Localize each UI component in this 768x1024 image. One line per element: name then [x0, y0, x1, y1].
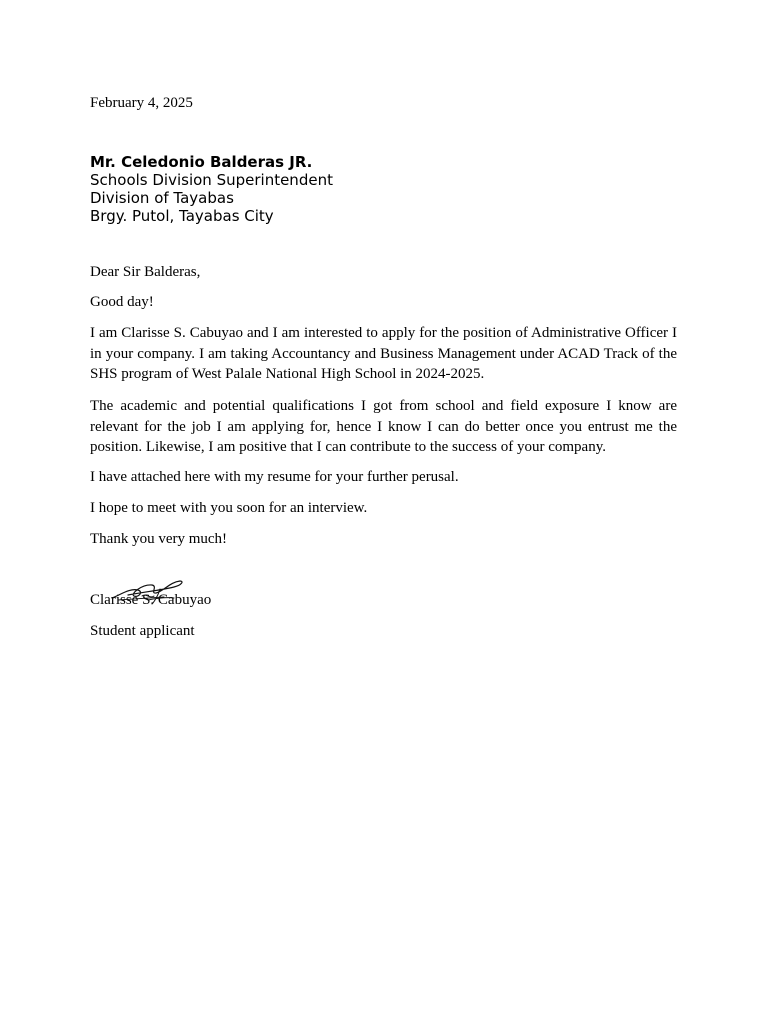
letter-date: February 4, 2025 [90, 95, 193, 111]
signer-name: Clarisse S. Cabuyao [90, 592, 212, 608]
salutation: Dear Sir Balderas, [90, 264, 201, 280]
body-paragraph-3: I have attached here with my resume for your further perusal. [90, 469, 459, 485]
recipient-office: Division of Tayabas [90, 189, 234, 207]
signature-block [90, 576, 677, 610]
signer-role: Student applicant [90, 623, 195, 639]
body-paragraph-1: I am Clarisse S. Cabuyao and I am interested to apply for the position of Administrative Officer I in your company. I am taking Accountancy and Business Management under ACAD Track of the SHS program of West Palale National High School in 2024-2025. [90, 325, 677, 382]
recipient-block [90, 153, 677, 225]
recipient-title: Schools Division Superintendent [90, 171, 333, 189]
body-paragraph-4: I hope to meet with you soon for an interview. [90, 500, 368, 516]
body-paragraph-2: The academic and potential qualifications I got from school and field exposure I know are relevant for the job I am applying for, hence I know I can do better once you entrust me the position. Likewise, I am positive that I can contribute to the success of your company. [90, 398, 677, 455]
handwritten-signature-icon [108, 576, 186, 606]
recipient-name: Mr. Celedonio Balderas JR. [90, 153, 313, 171]
letter-page [90, 0, 677, 1024]
closing-thanks: Thank you very much! [90, 531, 228, 547]
recipient-address: Brgy. Putol, Tayabas City [90, 207, 274, 225]
greeting: Good day! [90, 294, 154, 310]
